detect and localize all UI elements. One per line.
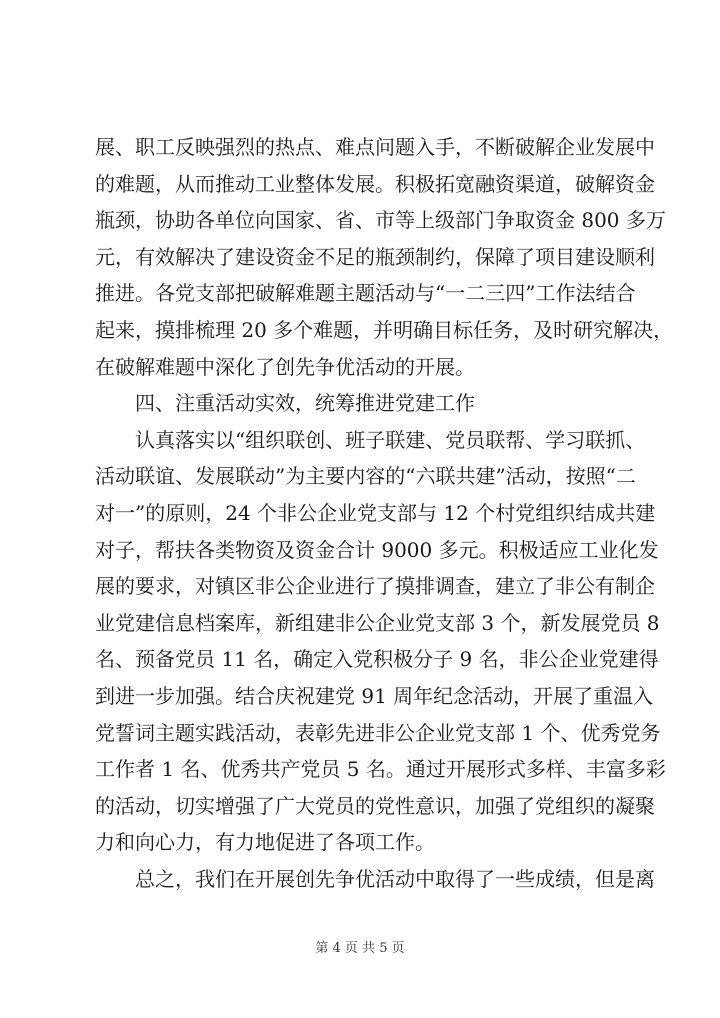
paragraph-line: 活动联谊、发展联动”为主要内容的“六联共建”活动，按照“二 bbox=[95, 464, 636, 489]
paragraph-line: 元，有效解决了建设资金不足的瓶颈制约，保障了项目建设顺利 bbox=[95, 244, 655, 269]
paragraph-line: 的难题，从而推动工业整体发展。积极拓宽融资渠道，破解资金 bbox=[95, 171, 655, 196]
paragraph-line: 党誓词主题实践活动，表彰先进非公企业党支部 1 个、优秀党务 bbox=[95, 720, 661, 745]
paragraph-line: 工作者 1 名、优秀共产党员 5 名。通过开展形式多样、丰富多彩 bbox=[95, 757, 666, 782]
paragraph-line: 认真落实以“组织联创、班子联建、党员联帮、学习联抓、 bbox=[135, 427, 646, 452]
paragraph-line: 推进。各党支部把破解难题主题活动与“一二三四”工作法结合 bbox=[95, 281, 636, 306]
paragraph-line: 总之，我们在开展创先争优活动中取得了一些成绩，但是离 bbox=[135, 867, 655, 891]
section-heading: 四、注重活动实效，统筹推进党建工作 bbox=[135, 391, 475, 416]
paragraph-line: 名、预备党员 11 名，确定入党积极分子 9 名，非公企业党建得 bbox=[95, 647, 659, 672]
paragraph-line: 的活动，切实增强了广大党员的党性意识，加强了党组织的凝聚 bbox=[95, 793, 655, 818]
paragraph-line: 业党建信息档案库，新组建非公企业党支部 3 个，新发展党员 8 bbox=[95, 610, 660, 635]
paragraph-line: 瓶颈，协助各单位向国家、省、市等上级部门争取资金 800 多万 bbox=[95, 208, 666, 233]
paragraph-line: 力和向心力，有力地促进了各项工作。 bbox=[95, 830, 435, 855]
paragraph-line: 起来，摸排梳理 20 多个难题，并明确目标任务，及时研究解决， bbox=[95, 318, 674, 342]
paragraph-line: 对一”的原则，24 个非公企业党支部与 12 个村党组织结成共建 bbox=[95, 501, 656, 525]
paragraph-line: 到进一步加强。结合庆祝建党 91 周年纪念活动，开展了重温入 bbox=[95, 684, 654, 708]
page-footer: 第 4 页 共 5 页 bbox=[315, 941, 405, 956]
paragraph-line: 展的要求，对镇区非公企业进行了摸排调查，建立了非公有制企 bbox=[95, 574, 655, 599]
paragraph-line: 对子，帮扶各类物资及资金合计 9000 多元。积极适应工业化发 bbox=[95, 537, 659, 562]
paragraph-line: 在破解难题中深化了创先争优活动的开展。 bbox=[95, 354, 475, 379]
paragraph-line: 展、职工反映强烈的热点、难点问题入手，不断破解企业发展中 bbox=[95, 135, 655, 159]
